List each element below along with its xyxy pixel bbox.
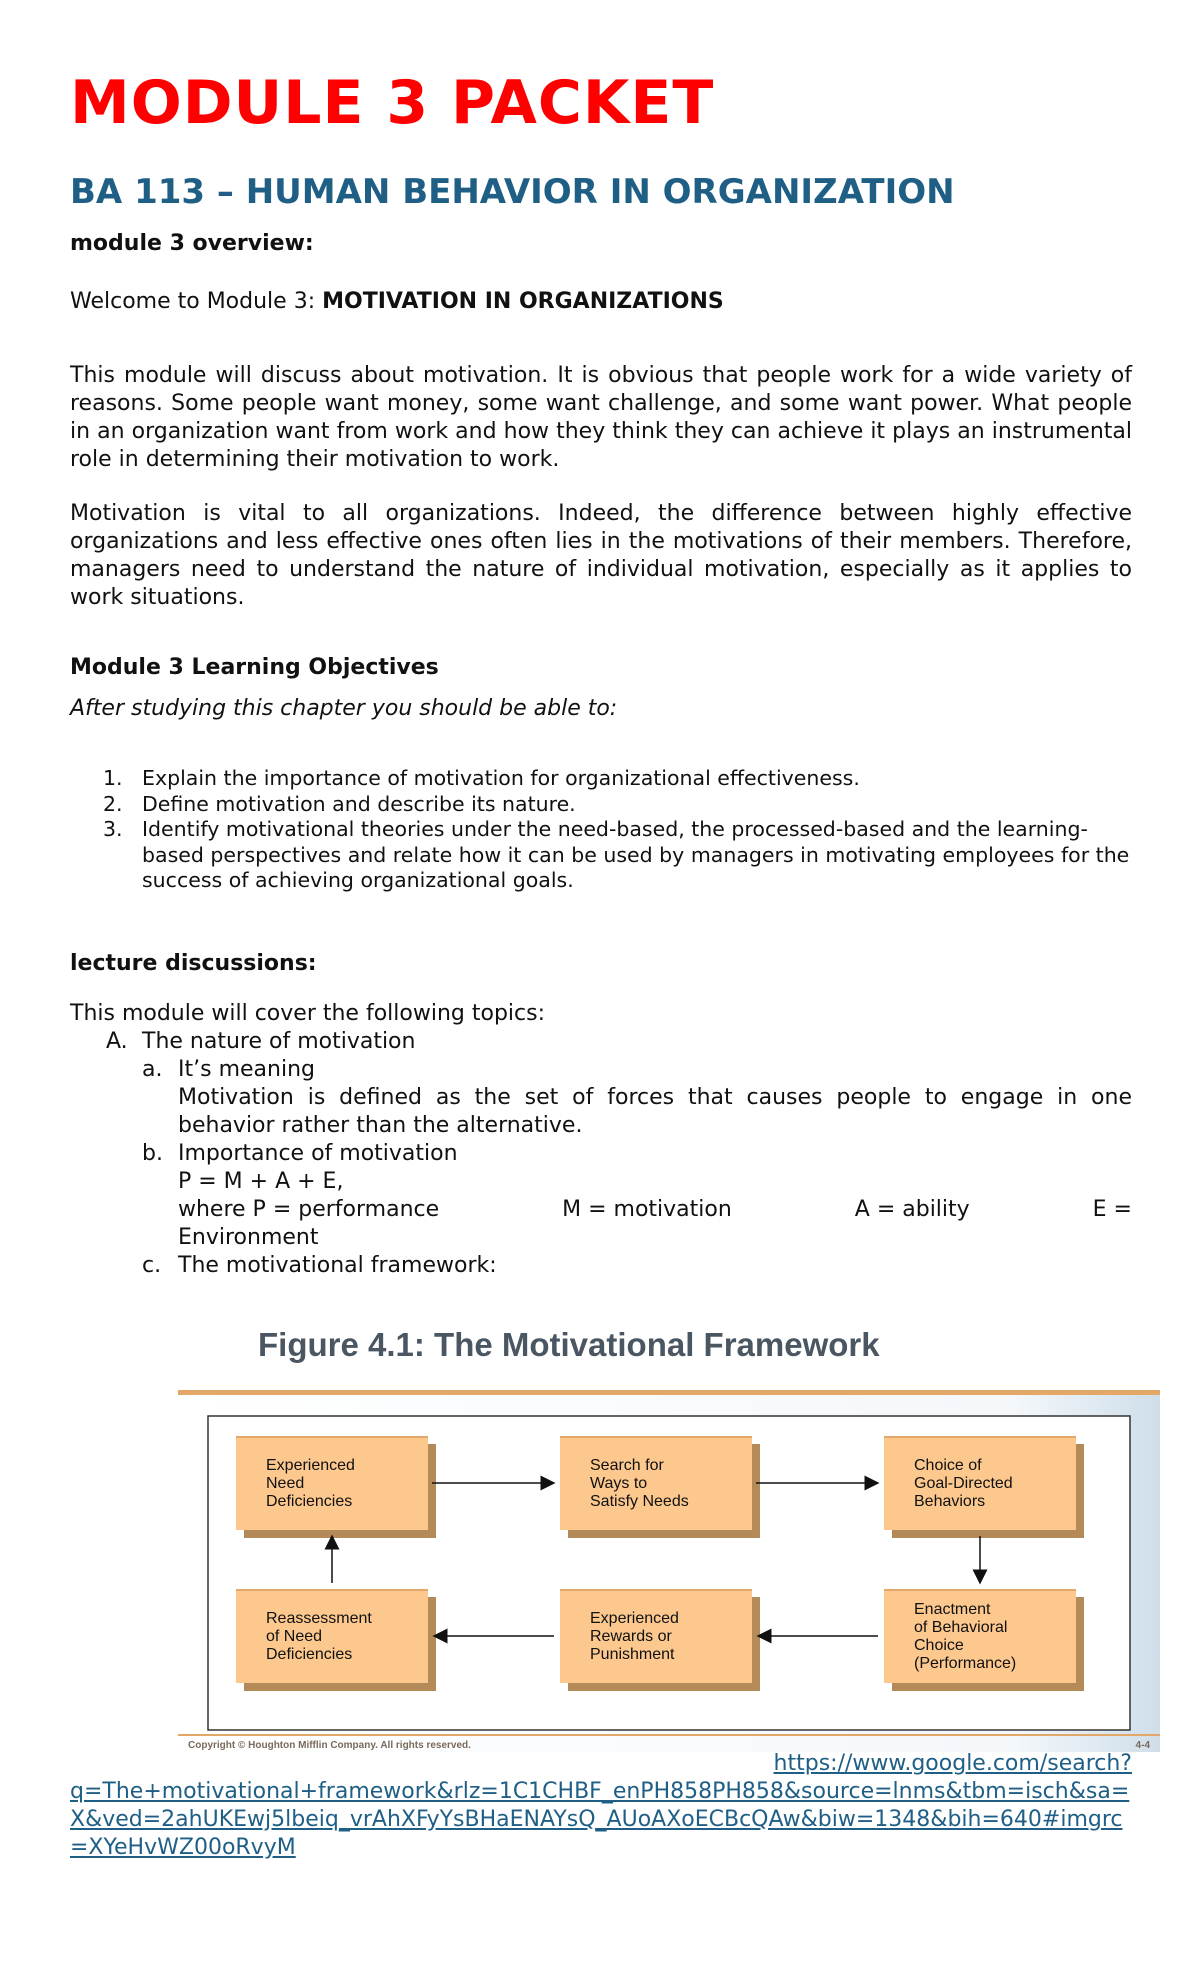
box-enactment-line: of Behavioral <box>914 1619 1008 1636</box>
legend-performance: where P = performance <box>178 1197 440 1222</box>
box-enactment-line: (Performance) <box>914 1655 1017 1672</box>
box-search-ways-line: Search for <box>590 1457 664 1474</box>
topic-label: The nature of motivation <box>142 1029 416 1054</box>
box-experienced-need-line: Deficiencies <box>266 1493 353 1510</box>
box-experienced-need-line: Experienced <box>266 1457 355 1474</box>
formula-legend <box>70 1196 1132 1224</box>
formula: P = M + A + E, <box>178 1169 344 1194</box>
list-item <box>70 766 1132 792</box>
objectives-heading: Module 3 Learning Objectives <box>70 655 439 680</box>
item-number: 1. <box>103 766 123 790</box>
list-item <box>70 817 1132 894</box>
subtopic-marker: a. <box>142 1057 163 1082</box>
box-reassessment-line: Deficiencies <box>266 1646 353 1663</box>
source-link-rest[interactable]: q=The+motivational+framework&rlz=1C1CHBF_enPH858PH858&source=lnms&tbm=isch&sa=X&ved=2ahUKEwj5lbeiq_vrAhXFyYsBHaENAYsQ_AUoAXoECBcQAw&biw=1348&bih=640#imgrc=XYeHvWZ00oRvyM <box>70 1779 1130 1860</box>
welcome-prefix: Welcome to Module 3: <box>70 289 323 314</box>
subtopic-c <box>70 1252 1132 1280</box>
box-search-ways <box>560 1436 752 1530</box>
welcome-line <box>70 288 1132 316</box>
objectives-list <box>70 766 1132 894</box>
box-search-ways-line: Ways to <box>590 1475 648 1492</box>
subtopic-marker: b. <box>142 1141 163 1166</box>
motivational-framework-figure <box>178 1390 1160 1752</box>
meaning-text: Motivation is defined as the set of forces that causes people to engage in one behavior rather than the alternative. <box>178 1085 1132 1138</box>
item-number: 2. <box>103 791 123 816</box>
topic-a <box>70 1028 1132 1056</box>
box-choice-behaviors-line: Goal-Directed <box>914 1475 1013 1492</box>
course-title: BA 113 – HUMAN BEHAVIOR IN ORGANIZATION <box>70 172 955 212</box>
subtopic-label: Importance of motivation <box>178 1141 458 1166</box>
legend-ability: A = ability <box>854 1197 970 1222</box>
box-experienced-need <box>236 1436 428 1530</box>
page-title: MODULE 3 PACKET <box>70 68 715 138</box>
figure-page-ref: 4-4 <box>1135 1740 1150 1751</box>
box-rewards-line: Rewards or <box>590 1628 672 1645</box>
overview-heading: module 3 overview: <box>70 231 314 256</box>
item-text: Identify motivational theories under the need-based, the processed-based and the learning-based perspectives and relate how it can be used by managers in motivating employees for the success of achieving organizational goals. <box>142 817 1130 892</box>
figure-copyright: Copyright © Houghton Mifflin Company. All rights reserved. <box>188 1740 471 1751</box>
item-text: Define motivation and describe its nature. <box>142 791 576 816</box>
lecture-heading: lecture discussions: <box>70 951 317 976</box>
topics-intro: This module will cover the following topics: <box>70 1001 545 1026</box>
box-enactment-line: Enactment <box>914 1601 991 1618</box>
figure-top-rule <box>178 1390 1160 1395</box>
topics-list <box>70 1000 1132 1280</box>
box-enactment-line: Choice <box>914 1637 964 1654</box>
legend-environment-word: Environment <box>178 1225 319 1250</box>
legend-environment: E = <box>1092 1197 1132 1222</box>
box-reassessment-line: of Need <box>266 1628 323 1645</box>
overview-paragraph-2: Motivation is vital to all organizations. Indeed, the difference between highly effective organizations and less effective ones often lies in the motivations of their members. Therefore, managers need to understand the nature of individual motivation, especially as it applies to work situations. <box>70 501 1132 610</box>
item-text: Explain the importance of motivation for organizational effectiveness. <box>142 766 860 790</box>
subtopic-b <box>70 1140 1132 1168</box>
topic-marker: A. <box>106 1029 128 1054</box>
subtopic-marker: c. <box>142 1253 162 1278</box>
subtopic-a <box>70 1056 1132 1084</box>
box-reassessment <box>236 1589 428 1683</box>
source-link[interactable] <box>70 1750 1132 1862</box>
item-number: 3. <box>103 817 123 841</box>
objectives-intro: After studying this chapter you should be able to: <box>70 696 618 721</box>
module-topic: MOTIVATION IN ORGANIZATIONS <box>322 289 724 314</box>
box-reassessment-line: Reassessment <box>266 1610 372 1627</box>
list-item <box>70 792 1132 818</box>
box-choice-behaviors-line: Behaviors <box>914 1493 986 1510</box>
box-experienced-need-line: Need <box>266 1475 305 1492</box>
figure-bottom-rule <box>178 1734 1160 1736</box>
legend-motivation: M = motivation <box>562 1197 732 1222</box>
source-link-line1[interactable]: https://www.google.com/search? <box>773 1751 1132 1776</box>
subtopic-label: It’s meaning <box>178 1057 315 1082</box>
box-choice-behaviors-line: Choice of <box>914 1457 982 1474</box>
box-rewards-line: Experienced <box>590 1610 679 1627</box>
box-rewards-line: Punishment <box>590 1646 675 1663</box>
subtopic-label: The motivational framework: <box>178 1253 497 1278</box>
figure-title: Figure 4.1: The Motivational Framework <box>258 1326 880 1363</box>
box-search-ways-line: Satisfy Needs <box>590 1493 689 1510</box>
overview-paragraph-1: This module will discuss about motivation. It is obvious that people work for a wide variety of reasons. Some people want money, some want challenge, and some want power. What people in an organization want from work and how they think they can achieve it plays an instrumental role in determining their motivation to work. <box>70 363 1132 472</box>
